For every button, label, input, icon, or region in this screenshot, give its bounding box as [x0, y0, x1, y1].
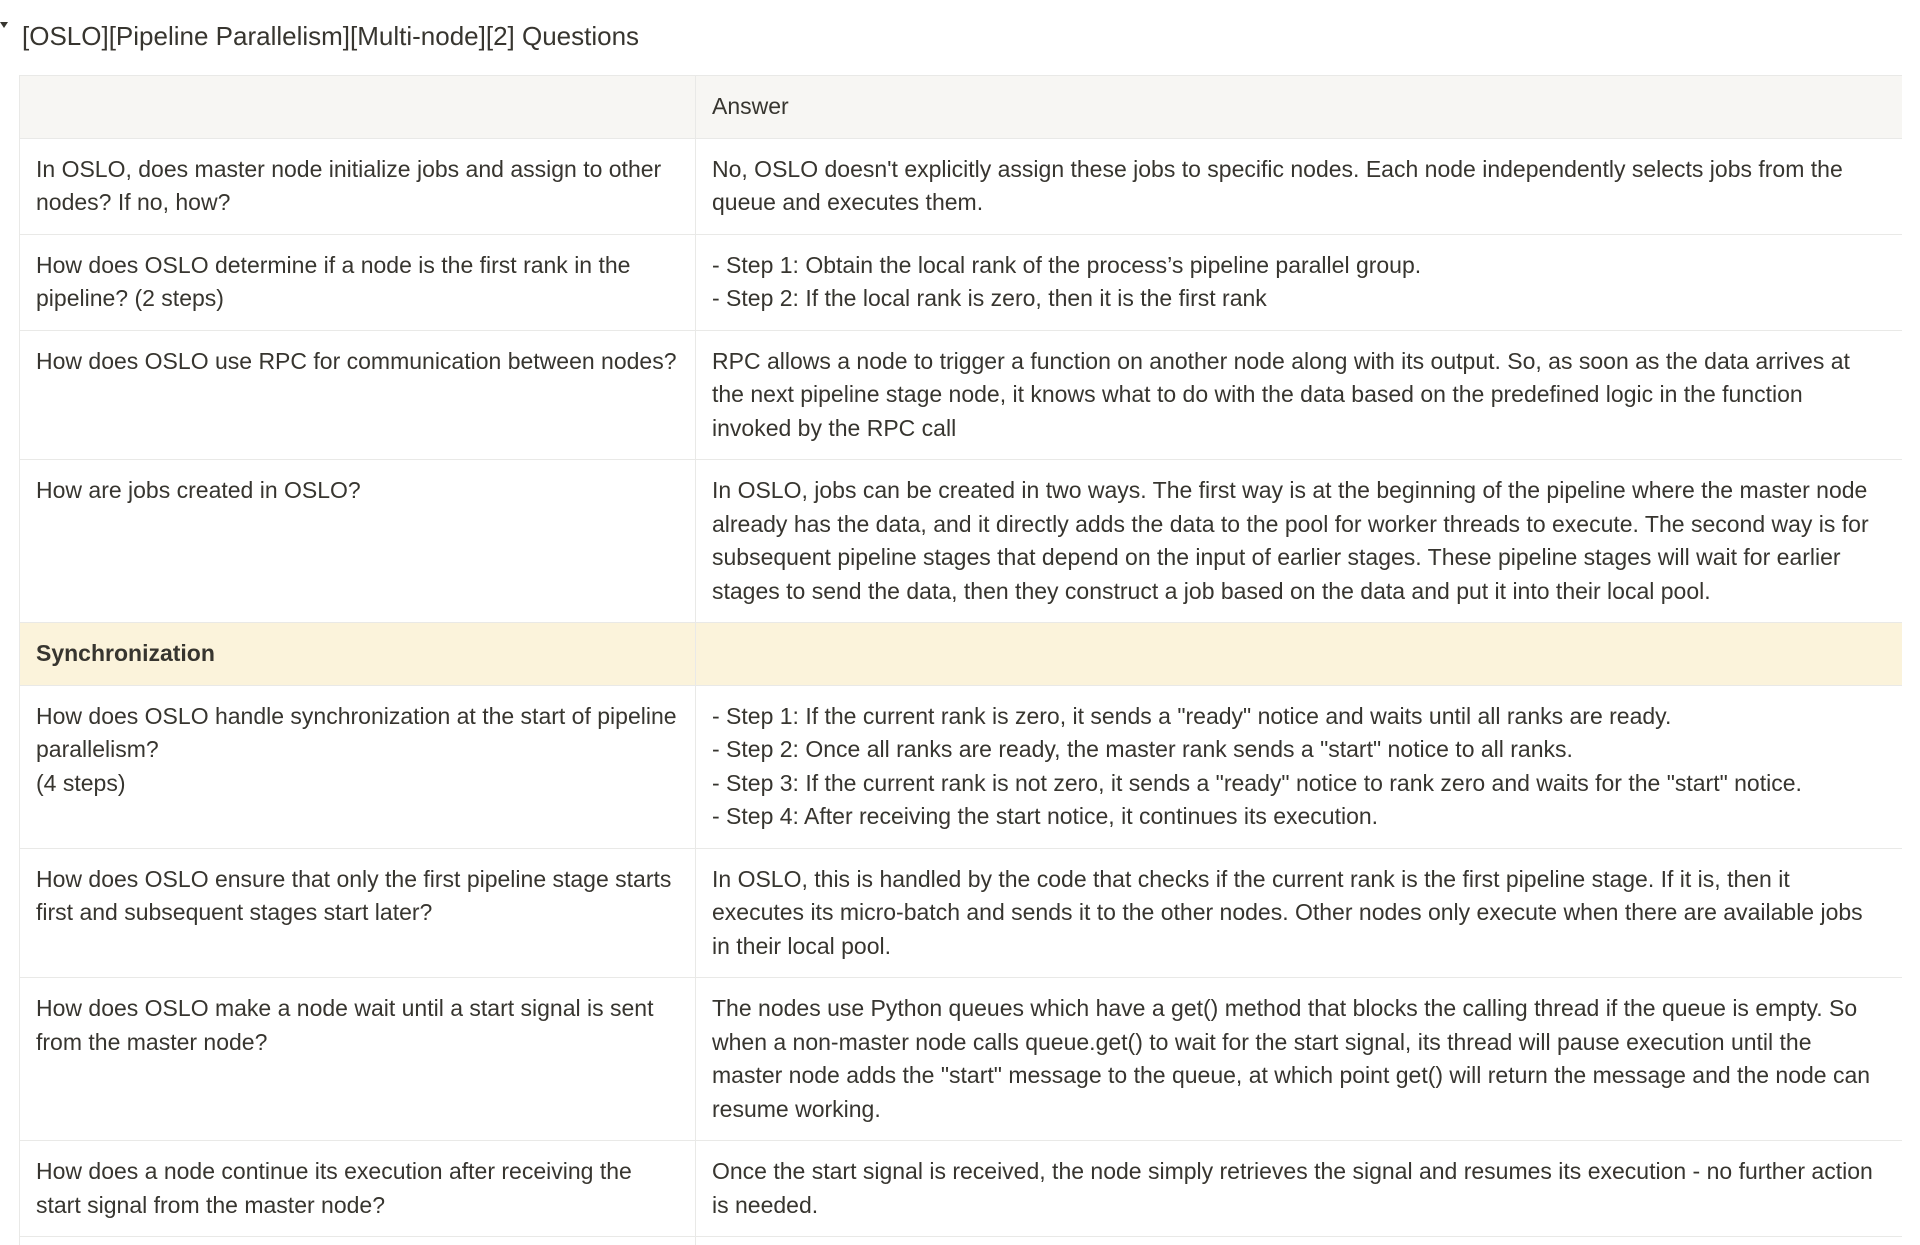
header-cell-answer[interactable]: Answer	[696, 76, 1903, 139]
answer-cell[interactable]: - Step 1: Obtain the local rank of the process’s pipeline parallel group. - Step 2: If the local rank is zero, then it is the first rank	[696, 234, 1903, 330]
question-cell[interactable]: How does OSLO ensure that only the first pipeline stage starts first and subsequent stages start later?	[20, 848, 696, 978]
question-cell[interactable]: How does a node continue its execution after receiving the start signal from the master node?	[20, 1141, 696, 1237]
table-row	[20, 848, 1903, 978]
answer-cell[interactable]: - Step 1: If the current rank is zero, it sends a "ready" notice and waits until all ranks are ready. - Step 2: Once all ranks are ready, the master rank sends a "start" notice to all ranks. - Step 3: If the current rank is not zero, it sends a "ready" notice to rank zero and waits for the "start" notice. - Step 4: After receiving the start notice, it continues its execution.	[696, 685, 1903, 848]
table-row	[20, 685, 1903, 848]
table-row	[20, 978, 1903, 1141]
answer-cell[interactable]: Once the start signal is received, the node simply retrieves the signal and resumes its execution - no further action is needed.	[696, 1141, 1903, 1237]
question-cell[interactable]: How does OSLO handle synchronization at the start of pipeline parallelism? (4 steps)	[20, 685, 696, 848]
table-row	[20, 460, 1903, 623]
answer-cell[interactable]: RPC allows a node to trigger a function on another node along with its output. So, as soon as the data arrives at the next pipeline stage node, it knows what to do with the data based on the predefined logic in the function invoked by the RPC call	[696, 330, 1903, 460]
question-cell[interactable]: How does OSLO use RPC for communication between nodes?	[20, 330, 696, 460]
header-cell-question[interactable]	[20, 76, 696, 139]
table-row	[20, 330, 1903, 460]
toggle-caret-icon[interactable]	[0, 22, 8, 28]
table-row	[20, 138, 1903, 234]
answer-cell[interactable]: In OSLO, this is handled by the code that checks if the current rank is the first pipeline stage. If it is, then it executes its micro-batch and sends it to the other nodes. Other nodes only execute when there are available jobs in their local pool.	[696, 848, 1903, 978]
answer-cell[interactable]: The nodes use Python queues which have a get() method that blocks the calling thread if the queue is empty. So when a non-master node calls queue.get() to wait for the start signal, its thread will pause execution until the master node adds the "start" message to the queue, at which point get() will return the message and the node can resume working.	[696, 978, 1903, 1141]
table-row	[20, 234, 1903, 330]
question-cell[interactable]: How does OSLO make a node wait until a start signal is sent from the master node?	[20, 978, 696, 1141]
table-row	[20, 1141, 1903, 1237]
question-cell[interactable]: How does OSLO determine if a node is the first rank in the pipeline? (2 steps)	[20, 234, 696, 330]
table-header-row	[20, 76, 1903, 139]
answer-cell[interactable]: In OSLO, jobs can be created in two ways. The first way is at the beginning of the pipeline where the master node already has the data, and it directly adds the data to the pool for worker threads to execute. The second way is for subsequent pipeline stages that depend on the input of earlier stages. These pipeline stages will wait for earlier stages to send the data, then they construct a job based on the data and put it into their local pool.	[696, 460, 1903, 623]
answer-cell[interactable]: No, OSLO doesn't explicitly assign these jobs to specific nodes. Each node independently selects jobs from the queue and executes them.	[696, 138, 1903, 234]
section-answer-cell[interactable]	[696, 623, 1903, 686]
question-cell[interactable]: How are jobs created in OSLO?	[20, 460, 696, 623]
qa-table-container	[19, 75, 1902, 1245]
section-row-synchronization	[20, 623, 1903, 686]
question-cell[interactable]: In OSLO, does master node initialize jobs and assign to other nodes? If no, how?	[20, 138, 696, 234]
section-label-cell[interactable]: Synchronization	[20, 623, 696, 686]
page-title: [OSLO][Pipeline Parallelism][Multi-node][2] Questions	[22, 21, 640, 51]
answer-cell[interactable]	[696, 1237, 1903, 1245]
question-cell[interactable]	[20, 1237, 696, 1245]
table-row	[20, 1237, 1903, 1245]
qa-table	[19, 75, 1902, 1245]
